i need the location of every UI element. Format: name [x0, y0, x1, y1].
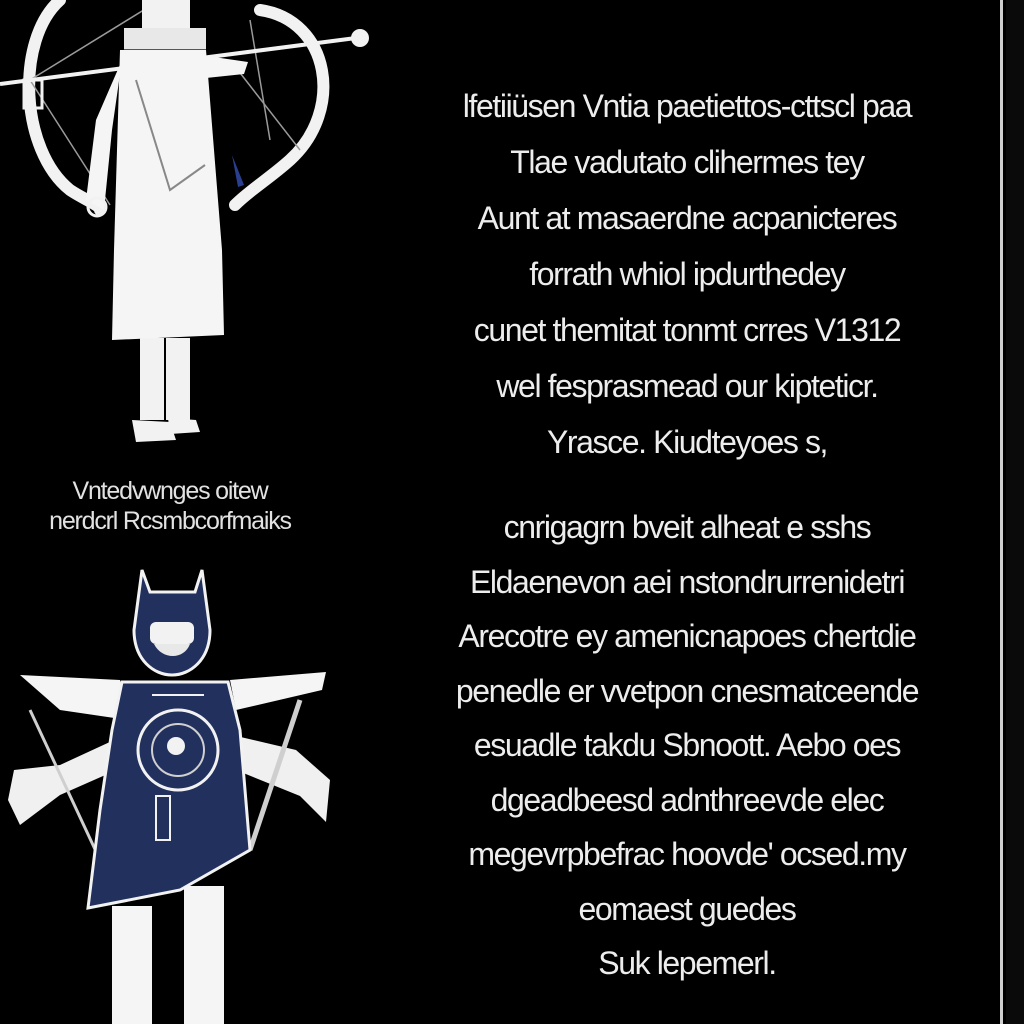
top-line-2: Tlae vadutato clihermes tey — [510, 144, 864, 180]
top-line-7: Yrasce. Kiudteyoes s, — [546, 424, 828, 460]
knight-illustration — [0, 560, 360, 1024]
archer-illustration — [0, 0, 380, 450]
right-edge-strip — [1006, 0, 1024, 1024]
caption-line-2: nerdcrl Rcsmbcorfmaiks — [49, 507, 291, 535]
top-text-block — [384, 78, 990, 470]
top-line-5: cunet themitat tonmt crres V1312 — [473, 312, 901, 348]
bottom-line-4: penedle er vvetpon cnesmatceende — [455, 672, 919, 709]
bottom-line-8: eomaest guedes — [578, 890, 796, 927]
top-line-1: lfetiiüsen Vntia paetiettos-cttscl paa — [462, 88, 912, 124]
bottom-line-2: Eldaenevon aei nstondrurrenidetri — [469, 563, 905, 600]
bottom-line-6: dgeadbeesd adnthreevde elec — [490, 781, 884, 818]
caption-line-1: Vntedvwnges oitew — [72, 477, 268, 505]
top-line-3: Aunt at masaerdne acpanicteres — [477, 200, 897, 236]
top-line-6: wel fesprasmead our kipteticr. — [496, 368, 878, 404]
bottom-line-5: esuadle takdu Sbnoott. Aebo oes — [473, 727, 901, 763]
figure-caption — [0, 476, 340, 536]
bottom-line-3: Arecotre ey amenicnapoes chertdie — [458, 618, 916, 654]
right-border-divider — [1000, 0, 1003, 1024]
bottom-text-block — [384, 500, 990, 991]
bottom-line-7: megevrpbefrac hoovde' ocsed.my — [468, 836, 906, 872]
bottom-line-9: Suk lepemerl. — [598, 945, 776, 981]
bottom-line-1: cnrigagrn bveit alheat e sshs — [503, 509, 871, 545]
top-line-4: forrath whiol ipdurthedey — [529, 256, 845, 292]
